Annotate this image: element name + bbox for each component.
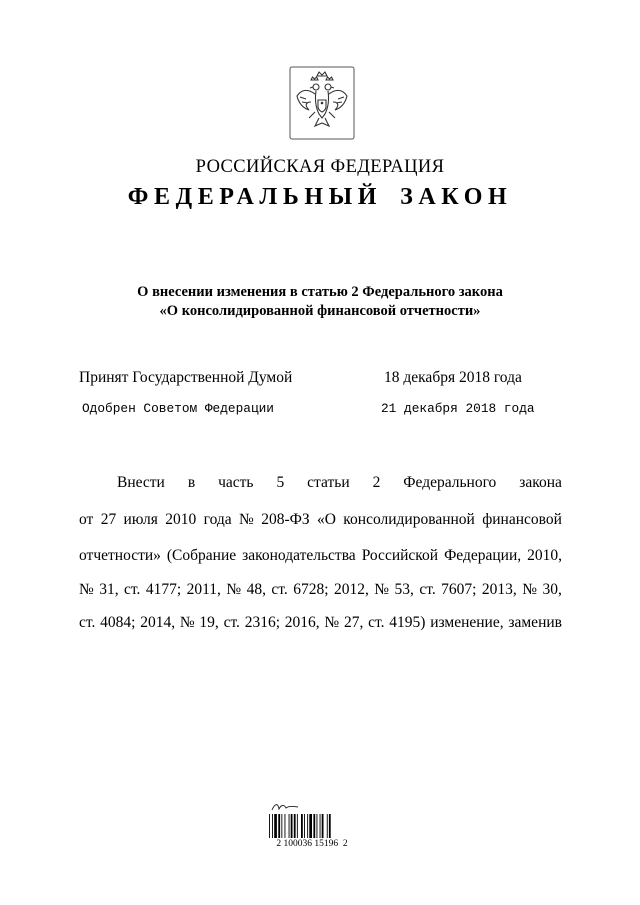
body-word: 7607; bbox=[441, 581, 477, 598]
barcode-number: 2 100036 15196 2 bbox=[276, 839, 348, 849]
body-word: ст. bbox=[368, 614, 385, 631]
body-word: № bbox=[324, 614, 340, 631]
body-word: 4084; bbox=[100, 614, 136, 631]
body-word: 48, bbox=[246, 581, 266, 598]
coat-of-arms-icon bbox=[289, 66, 355, 140]
body-word: № bbox=[239, 511, 254, 528]
body-word: заменив bbox=[508, 614, 562, 631]
body-word: Федерального bbox=[403, 474, 497, 491]
law-type-heading bbox=[0, 184, 640, 211]
body-word: 27, bbox=[343, 614, 364, 631]
law-type-word-1: ФЕДЕРАЛЬНЫЙ bbox=[127, 184, 383, 210]
body-word: 19, bbox=[199, 614, 219, 631]
body-word: закона bbox=[519, 474, 562, 491]
body-line-2 bbox=[79, 511, 562, 533]
body-word: часть bbox=[218, 474, 254, 491]
body-word: 5 bbox=[276, 474, 285, 491]
body-word: финансовой bbox=[482, 511, 562, 528]
body-word: от bbox=[79, 511, 94, 528]
law-type-word-2: ЗАКОН bbox=[400, 184, 513, 210]
body-word: 2014, bbox=[140, 614, 176, 631]
body-word: 2012, bbox=[333, 581, 369, 598]
body-word: законодательства bbox=[242, 547, 356, 564]
body-word: ст. bbox=[223, 614, 240, 631]
adoption-label: Одобрен Советом Федерации bbox=[82, 401, 274, 416]
body-word: 2011, bbox=[186, 581, 221, 598]
body-line-4 bbox=[79, 581, 562, 603]
body-word: июля bbox=[123, 511, 158, 528]
body-word: 6728; bbox=[293, 581, 329, 598]
body-word: 27 bbox=[100, 511, 117, 528]
adoption-date: 18 декабря 2018 года bbox=[384, 369, 522, 386]
body-word: ст. bbox=[271, 581, 288, 598]
country-name: РОССИЙСКАЯ ФЕДЕРАЦИЯ bbox=[195, 157, 445, 177]
body-word: № bbox=[79, 581, 94, 598]
law-title bbox=[0, 283, 640, 321]
body-word: 2013, bbox=[481, 581, 517, 598]
body-word: Внести bbox=[117, 474, 165, 491]
body-word: «О bbox=[316, 511, 336, 528]
body-word: статьи bbox=[307, 474, 350, 491]
body-word: 4195) bbox=[389, 614, 426, 631]
barcode-icon bbox=[268, 814, 352, 838]
adoption-date: 21 декабря 2018 года bbox=[381, 401, 535, 416]
body-word: 53, bbox=[394, 581, 414, 598]
body-word: 31, bbox=[99, 581, 119, 598]
adoption-label: Принят Государственной Думой bbox=[79, 369, 293, 386]
body-word: 30, bbox=[542, 581, 562, 598]
body-word: в bbox=[187, 474, 196, 491]
law-title-line-2: «О консолидированной финансовой отчетности» bbox=[159, 303, 481, 319]
body-word: 2016, bbox=[284, 614, 320, 631]
body-word: изменение, bbox=[430, 614, 504, 631]
body-word: консолидированной bbox=[343, 511, 475, 528]
body-word: № bbox=[374, 581, 390, 598]
body-word: № bbox=[226, 581, 242, 598]
body-word: № bbox=[179, 614, 195, 631]
body-word: ст. bbox=[124, 581, 141, 598]
body-word: (Собрание bbox=[166, 547, 237, 564]
body-word: Российской bbox=[361, 547, 439, 564]
body-word: Федерации, bbox=[444, 547, 522, 564]
body-word: года bbox=[203, 511, 232, 528]
body-word: отчетности» bbox=[79, 547, 161, 564]
body-line-1 bbox=[117, 474, 562, 496]
adoption-row-council bbox=[79, 401, 559, 421]
body-line-3 bbox=[79, 547, 562, 569]
handwritten-mark-icon bbox=[270, 801, 300, 813]
adoption-row-duma bbox=[79, 369, 559, 389]
body-word: № bbox=[522, 581, 537, 598]
body-word: 4177; bbox=[145, 581, 182, 598]
body-word: 2010, bbox=[527, 547, 562, 564]
body-word: ст. bbox=[419, 581, 436, 598]
law-title-line-1: О внесении изменения в статью 2 Федерального закона bbox=[137, 284, 503, 300]
body-word: 2010 bbox=[165, 511, 197, 528]
body-word: 2316; bbox=[244, 614, 281, 631]
body-line-5 bbox=[79, 614, 562, 636]
body-word: 2 bbox=[372, 474, 381, 491]
body-word: ст. bbox=[79, 614, 96, 631]
body-word: 208-ФЗ bbox=[261, 511, 310, 528]
